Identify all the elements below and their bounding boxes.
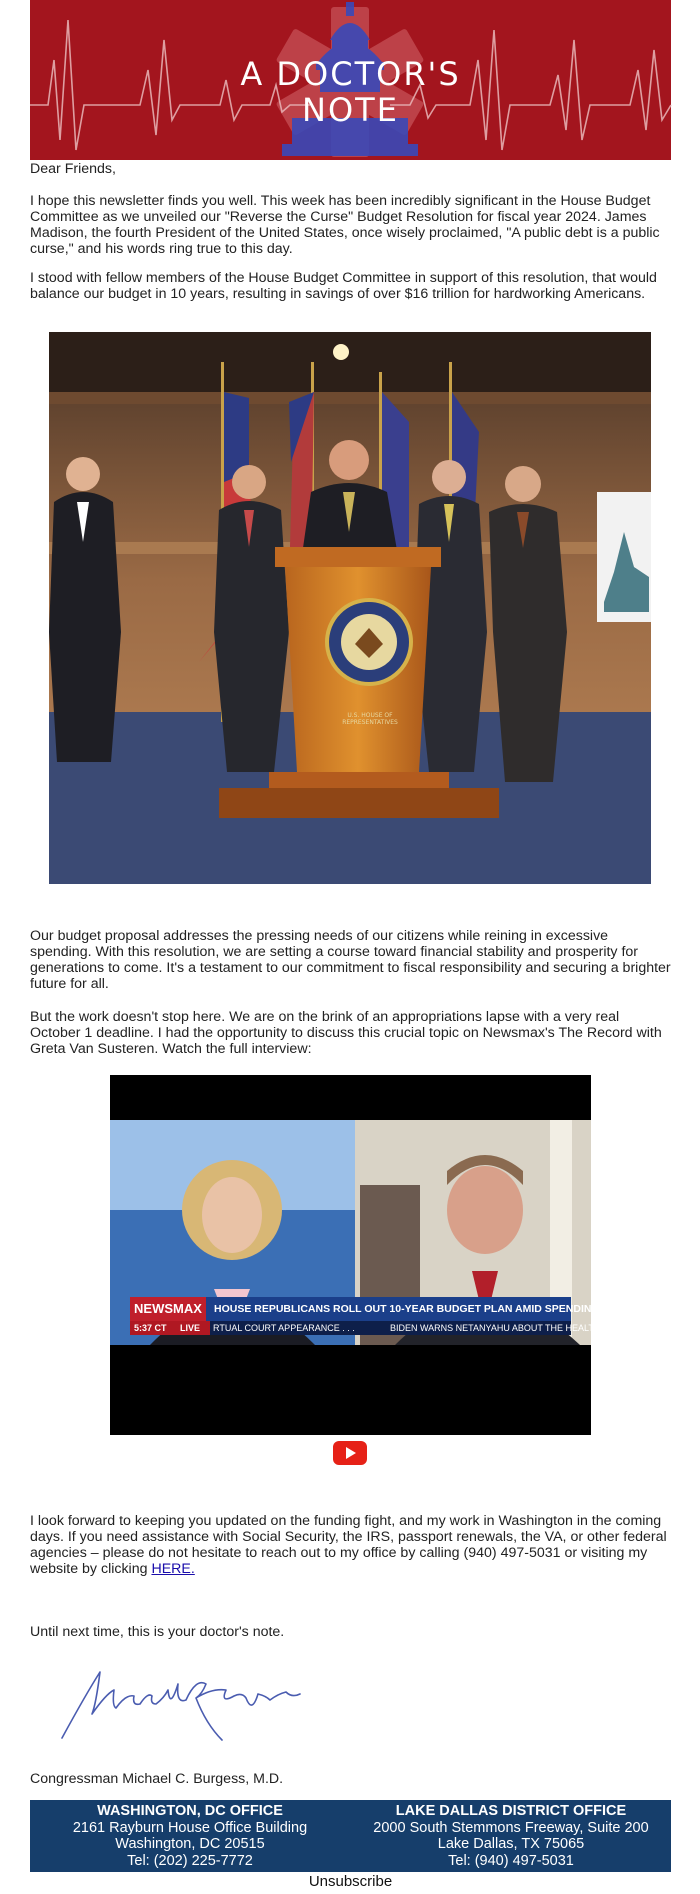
video-headline: HOUSE REPUBLICANS ROLL OUT 10-YEAR BUDGET PLAN AMID SPENDING BATTLE <box>214 1303 644 1315</box>
signoff: Congressman Michael C. Burgess, M.D. <box>30 1771 284 1787</box>
assistance-text: I look forward to keeping you updated on the funding fight, and my work in Washington in the coming days. If you need assistance with Social Security, the IRS, passport renewals, the VA, or other federal agencies – please do not hesitate to reach out to my office by calling (940) 497-5031 or visiting my website by clicking <box>30 1513 667 1577</box>
paragraph-assistance <box>30 1513 671 1577</box>
paragraph-deadline: But the work doesn't stop here. We are on the brink of an appropriations lapse with a very real October 1 deadline. I had the opportunity to discuss this crucial topic on Newsmax's The Record with Greta Van Susteren. Watch the full interview: <box>30 1009 662 1057</box>
paragraph-committee: I stood with fellow members of the House Budget Committee in support of this resolution, that would balance our budget in 10 years, resulting in savings of over $16 trillion for hardworking Americans. <box>30 270 657 302</box>
signature-image <box>56 1654 316 1744</box>
video-frame <box>110 1075 644 1435</box>
dc-office-heading: WASHINGTON, DC OFFICE <box>97 1803 283 1819</box>
header-banner <box>30 0 671 160</box>
banner-title-line2: NOTE <box>302 91 399 129</box>
video-ticker-2: BIDEN WARNS NETANYAHU ABOUT THE HEALTH OF I <box>390 1323 621 1333</box>
dc-office-address-2: Washington, DC 20515 <box>115 1836 265 1852</box>
unsubscribe-link[interactable]: Unsubscribe <box>308 1873 393 1890</box>
district-office-phone: Tel: (940) 497-5031 <box>448 1852 574 1869</box>
website-link[interactable]: HERE. <box>151 1561 195 1577</box>
photo-illustration <box>49 332 651 884</box>
district-office-heading: LAKE DALLAS DISTRICT OFFICE <box>395 1803 627 1819</box>
youtube-play-icon[interactable] <box>333 1441 367 1465</box>
video-time: 5:37 CT <box>134 1323 167 1333</box>
dc-office-address-1: 2161 Rayburn House Office Building <box>72 1819 308 1836</box>
video-ticker-1: RTUAL COURT APPEARANCE . . . <box>213 1323 355 1333</box>
closing-line: Until next time, this is your doctor's note. <box>30 1624 285 1640</box>
dc-office <box>30 1803 350 1869</box>
press-conference-photo <box>49 332 651 884</box>
paragraph-proposal: Our budget proposal addresses the pressing needs of our citizens while reining in excessive spending. With this resolution, we are setting a course toward financial stability and prosperity for generations to come. It's a testament to our commitment to fiscal responsibility and securing a brighter future for all. <box>30 928 671 992</box>
video-network-label: NEWSMAX <box>134 1301 202 1316</box>
district-office <box>351 1803 671 1869</box>
district-office-address-1: 2000 South Stemmons Freeway, Suite 200 <box>373 1819 649 1836</box>
banner-title-line1: A DOCTOR'S <box>240 55 461 93</box>
dc-office-phone: Tel: (202) 225-7772 <box>127 1852 253 1869</box>
paragraph-intro: I hope this newsletter finds you well. This week has been incredibly significant in the House Budget Committee as we unveiled our "Reverse the Curse" Budget Resolution for fiscal year 2024. James Madison, the fourth President of the United States, once wisely proclaimed, "A public debt is a public curse," and his words ring true to this day. <box>30 193 660 257</box>
greeting: Dear Friends, <box>30 161 116 177</box>
footer-offices <box>30 1800 671 1872</box>
video-live-label: LIVE <box>180 1323 201 1333</box>
podium-seal-text: U.S. HOUSE OF REPRESENTATIVES <box>342 712 398 726</box>
interview-video-thumbnail[interactable] <box>110 1075 644 1435</box>
district-office-address-2: Lake Dallas, TX 75065 <box>437 1836 585 1852</box>
